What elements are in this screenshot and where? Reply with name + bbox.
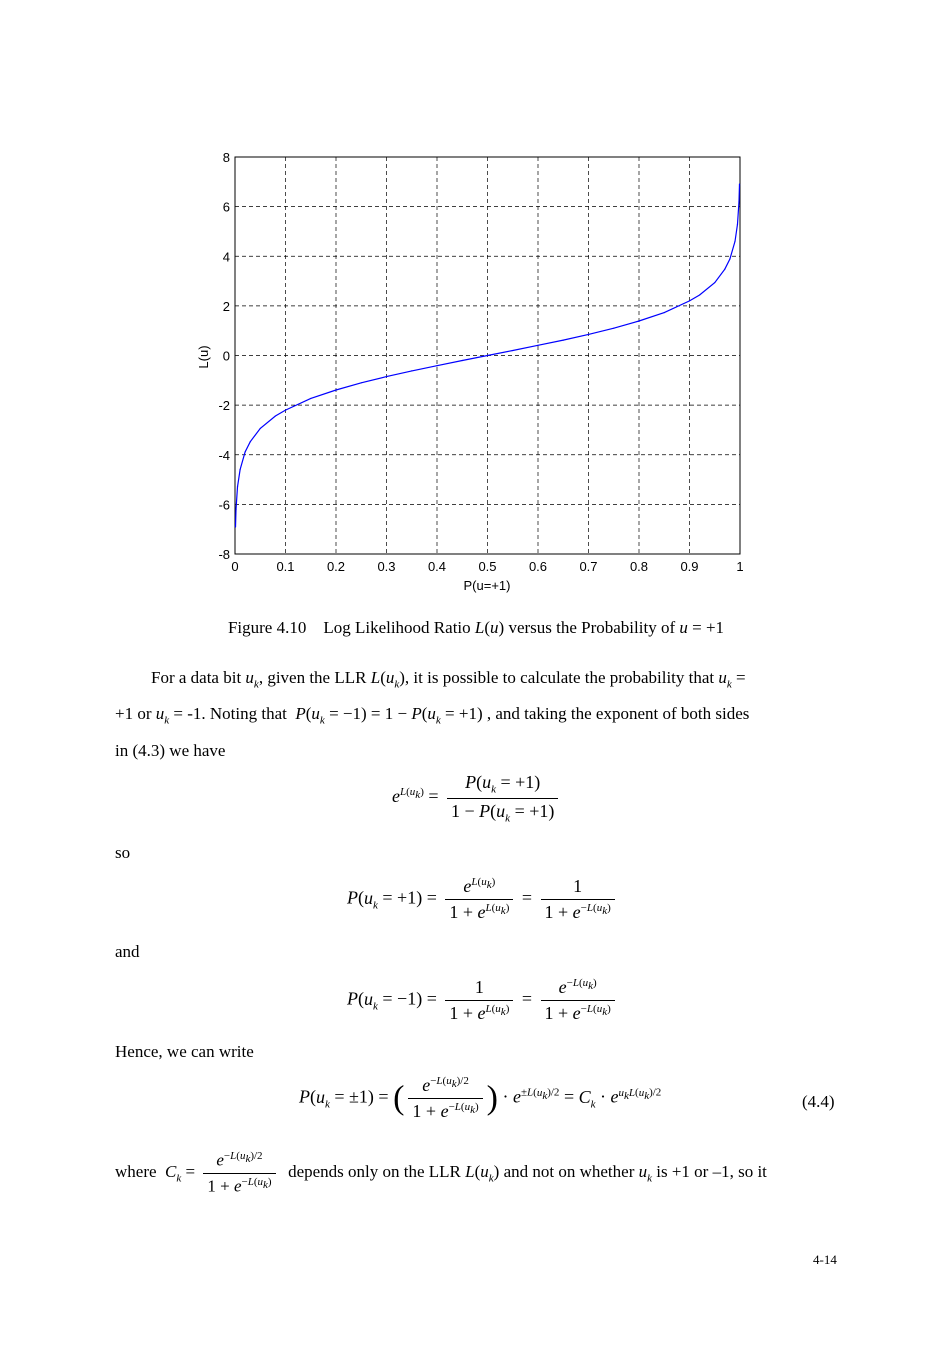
data-point <box>335 389 336 390</box>
depends-text: depends only on the LLR $L(u_k)$ and not on whether $u_k$ is +1 or –1, so it <box>288 1162 767 1185</box>
y-axis-label: L(u) <box>196 345 211 369</box>
x-tick-label: 0.5 <box>478 559 497 574</box>
data-point <box>724 269 725 270</box>
data-point <box>260 428 261 429</box>
equation-p-plus: $P(u_k = +1)$ = $\frac{e^{L(u_k)}}{1 + e^{L(u_k)}}$ = $\frac{1}{1 + e^{-L(u_k)}}$ <box>347 876 619 923</box>
data-point <box>361 382 362 383</box>
where-text: where <box>115 1162 157 1182</box>
equation-number: (4.4) <box>802 1092 835 1111</box>
y-tick-label: 8 <box>222 150 230 165</box>
y-tick-label: 4 <box>222 249 230 265</box>
data-point <box>237 486 238 487</box>
data-point <box>250 441 251 442</box>
data-point <box>738 201 739 202</box>
x-tick-label: 0.1 <box>276 559 295 574</box>
x-axis-label: P(u=+1) <box>463 578 511 593</box>
data-point <box>462 360 463 361</box>
y-tick-label: -8 <box>218 547 230 562</box>
page-number: 4-14 <box>813 1252 837 1267</box>
data-point <box>436 365 437 366</box>
data-point <box>689 300 690 301</box>
word-so: so <box>115 843 131 862</box>
word-and: and <box>115 942 140 961</box>
data-point <box>613 328 614 329</box>
data-point <box>285 409 286 410</box>
x-tick-label: 0.6 <box>528 559 548 574</box>
data-point <box>512 350 513 351</box>
caption-text: Figure 4.10 Log Likelihood Ratio L(u) versus the Probability of u = +1 <box>227 618 725 637</box>
x-tick-label: 0.2 <box>326 559 346 574</box>
data-point <box>638 320 639 321</box>
llr-chart <box>0 0 952 600</box>
chart-ticks <box>218 150 743 574</box>
equation-4-4: $P(u_k = \pm 1)$ = ( $\frac{e^{-L(u_k)/2}}{1 + e^{-L(u_k)}}$ ) · $e^{\pm L(u_k)/2} = C_k \cdot e^{u_kL(u_k)/2}$ <box>299 1075 662 1121</box>
data-point <box>563 340 564 341</box>
data-point <box>734 241 735 242</box>
body-paragraph: For a data bit $u_k$, given the LLR $L(u_k)$, it is possible to calculate the probability that $u_k$ = +1 or $u_k = -1$. Noting that $P(u_k = -1) = 1 - P(u_k = +1)$ , and taking the exponent of both sides in (4.3) we have <box>115 668 750 760</box>
x-tick-label: 0.3 <box>377 559 396 574</box>
hence-text: Hence, we can write <box>115 1042 254 1061</box>
data-point <box>235 526 236 527</box>
data-point <box>310 398 311 399</box>
equation-p-minus: $P(u_k = -1)$ = $\frac{1}{1 + e^{L(u_k)}}$ = $\frac{e^{-L(u_k)}}{1 + e^{-L(u_k)}}$ <box>347 977 619 1024</box>
data-point <box>235 509 236 510</box>
data-point <box>737 224 738 225</box>
data-point <box>739 183 740 184</box>
equation-ratio: $e^{L(u_k)}$ = $\frac{P(u_k = +1)}{1 - P(u_k = +1)}$ <box>392 772 562 824</box>
x-tick-label: 0.8 <box>629 559 649 574</box>
data-point <box>714 282 715 283</box>
data-point <box>588 334 589 335</box>
data-point <box>729 258 730 259</box>
x-tick-label: 0.4 <box>427 559 447 574</box>
data-point <box>245 451 246 452</box>
data-point <box>239 469 240 470</box>
y-tick-label: -2 <box>218 398 230 414</box>
y-tick-label: 0 <box>222 348 230 364</box>
data-point <box>275 415 276 416</box>
x-tick-label: 0.9 <box>680 559 699 574</box>
data-point <box>411 370 412 371</box>
y-tick-label: 2 <box>222 298 230 314</box>
y-tick-label: -6 <box>218 497 230 513</box>
data-point <box>664 312 665 313</box>
figure-caption <box>0 618 952 638</box>
data-point <box>487 355 488 356</box>
data-point <box>537 345 538 346</box>
x-tick-label: 1 <box>736 559 744 574</box>
y-tick-label: -4 <box>218 447 230 463</box>
data-point <box>386 376 387 377</box>
y-tick-label: 6 <box>222 199 230 215</box>
where-line: where $C_k$ = $\frac{e^{-L(u_k)/2}}{1 + e^{-L(u_k)}}$ depends only on the LLR $L(u_k)$ and not on whether $u_k$ is +1 or –1, so it <box>115 1150 767 1196</box>
x-tick-label: 0.7 <box>579 559 598 574</box>
data-point <box>699 294 700 295</box>
x-tick-label: 0 <box>231 559 239 574</box>
